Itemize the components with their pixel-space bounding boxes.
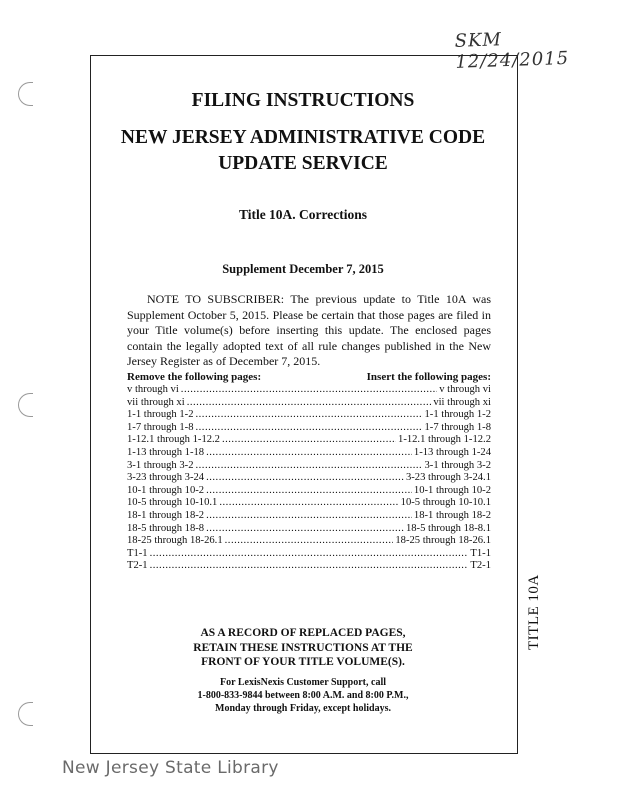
insert-pages: vii through xi [433,396,491,408]
dot-leader [222,434,396,447]
remove-pages: 3-1 through 3-2 [127,459,194,471]
insert-pages: v through vi [439,384,491,395]
remove-pages: vii through xi [127,396,185,408]
insert-pages: 10-1 through 10-2 [413,484,491,496]
record-line: FRONT OF YOUR TITLE VOLUME(S). [201,656,405,668]
dot-leader [206,472,404,485]
customer-support [90,676,516,715]
dot-leader [206,485,412,498]
insert-pages: T1-1 [470,547,491,559]
punch-hole [18,702,33,726]
tab-divider [517,605,518,752]
list-item [127,447,491,460]
dot-leader [187,397,432,410]
record-line: AS A RECORD OF REPLACED PAGES, [200,627,406,639]
handwritten-initials-date: SKM 12/24/2015 [454,29,570,73]
list-item [127,523,491,536]
list-item [127,384,491,397]
list-item [127,535,491,548]
code-title-line: NEW JERSEY ADMINISTRATIVE CODE [120,127,486,148]
remove-pages: 18-1 through 18-2 [127,509,205,521]
support-line: 1-800-833-9844 between 8:00 A.M. and 8:00 P.M., [197,690,409,701]
dot-leader [150,548,469,561]
list-item [127,472,491,485]
remove-pages: 3-23 through 3-24 [127,472,205,484]
punch-hole [18,82,33,106]
code-title-line: UPDATE SERVICE [218,153,388,174]
dot-leader [206,447,412,460]
dot-leader [196,460,423,473]
remove-pages: 18-25 through 18-26.1 [127,535,223,547]
remove-pages: T1-1 [127,547,148,559]
list-item [127,460,491,473]
supplement-date: Supplement December 7, 2015 [222,262,384,276]
remove-pages: 1-7 through 1-8 [127,421,194,433]
dot-leader [196,409,423,422]
insert-pages: 10-5 through 10-10.1 [400,497,491,509]
page-heading: FILING INSTRUCTIONS [191,90,415,111]
remove-header: Remove the following pages: [127,371,262,383]
insert-pages: 18-25 through 18-26.1 [395,535,491,547]
insert-pages: T2-1 [470,560,491,572]
insert-header: Insert the following pages: [366,371,491,383]
dot-leader [196,422,423,435]
dot-leader [219,497,398,510]
remove-pages: 10-5 through 10-10.1 [127,497,218,509]
dot-leader [181,384,437,397]
list-item [127,409,491,422]
insert-pages: 1-12.1 through 1-12.2 [398,434,491,446]
subscriber-note: NOTE TO SUBSCRIBER: The previous update to Title 10A was Supplement October 5, 2015. Please be certain that those pages are filed in your Title volume(s) before inserting this update. The enclosed pages contain the legally adopted text of all rule changes published in the New Jersey Register as of December 7, 2015. [127,292,491,368]
list-item [127,510,491,523]
insert-pages: 18-1 through 18-2 [413,509,491,521]
list-item [127,485,491,498]
list-item [127,434,491,447]
record-instruction [90,626,516,670]
insert-pages: 1-1 through 1-2 [424,409,491,421]
list-item [127,422,491,435]
dot-leader [225,535,394,548]
title-tab-label: TITLE 10A [526,574,542,650]
code-title [90,125,516,177]
remove-pages: 1-13 through 1-18 [127,446,205,458]
punch-hole [18,393,33,417]
page-replacement-list [127,370,491,573]
support-line: Monday through Friday, except holidays. [215,703,391,714]
title-name: Title 10A. Corrections [238,207,368,222]
insert-pages: 1-7 through 1-8 [424,421,491,433]
insert-pages: 3-23 through 3-24.1 [405,472,491,484]
list-item [127,497,491,510]
remove-pages: 1-12.1 through 1-12.2 [127,434,220,446]
insert-pages: 1-13 through 1-24 [413,446,491,458]
list-item [127,560,491,573]
list-header [127,370,491,384]
remove-pages: 18-5 through 18-8 [127,522,205,534]
support-line: For LexisNexis Customer Support, call [219,677,386,688]
remove-pages: T2-1 [127,560,148,572]
dot-leader [150,560,469,573]
list-item [127,548,491,561]
remove-pages: 10-1 through 10-2 [127,484,205,496]
dot-leader [206,523,404,536]
list-item [127,397,491,410]
library-stamp: New Jersey State Library [62,758,279,778]
remove-pages: v through vi [127,384,179,395]
record-line: RETAIN THESE INSTRUCTIONS AT THE [193,641,413,654]
remove-pages: 1-1 through 1-2 [127,409,194,421]
insert-pages: 18-5 through 18-8.1 [405,522,491,534]
insert-pages: 3-1 through 3-2 [424,459,491,471]
dot-leader [206,510,412,523]
